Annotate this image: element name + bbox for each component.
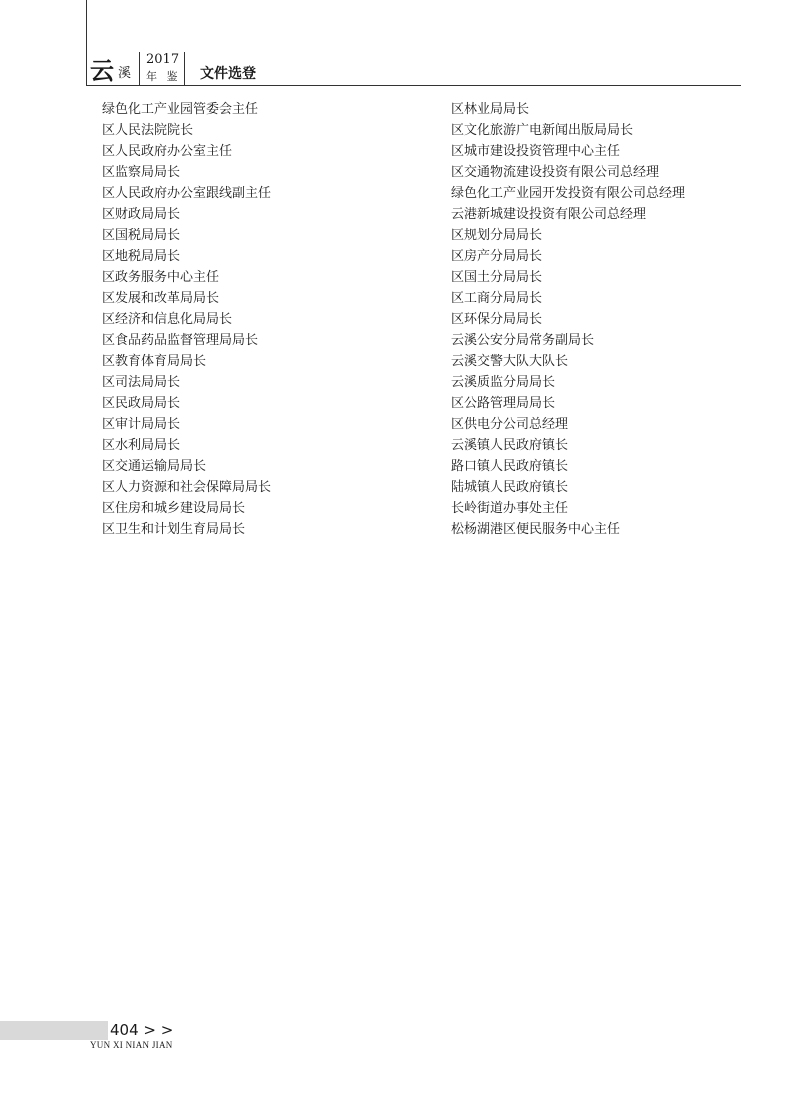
footer-bar <box>0 1021 108 1040</box>
header-divider <box>139 52 140 85</box>
header-horizontal-rule <box>86 85 741 86</box>
list-item: 松杨湖港区便民服务中心主任 <box>451 522 621 537</box>
list-item: 长岭街道办事处主任 <box>451 501 569 516</box>
header-year: 2017 <box>146 52 180 67</box>
list-item: 区财政局局长 <box>102 207 181 222</box>
list-item: 区食品药品监督管理局局长 <box>102 333 259 348</box>
list-item: 区人力资源和社会保障局局长 <box>102 480 272 495</box>
list-item: 区教育体育局局长 <box>102 354 207 369</box>
list-item: 区环保分局局长 <box>451 312 543 327</box>
header-xi-char: 溪 <box>118 66 132 81</box>
list-item: 区卫生和计划生育局局长 <box>102 522 246 537</box>
list-item: 区规划分局局长 <box>451 228 543 243</box>
list-item: 区工商分局局长 <box>451 291 543 306</box>
list-item: 区水利局局长 <box>102 438 181 453</box>
list-item: 区林业局局长 <box>451 102 530 117</box>
list-item: 区人民政府办公室主任 <box>102 144 233 159</box>
list-item: 区国税局局长 <box>102 228 181 243</box>
list-item: 区城市建设投资管理中心主任 <box>451 144 621 159</box>
list-item: 区交通物流建设投资有限公司总经理 <box>451 165 660 180</box>
header-divider <box>184 52 185 85</box>
list-item: 陆城镇人民政府镇长 <box>451 480 569 495</box>
list-item: 绿色化工产业园管委会主任 <box>102 102 259 117</box>
list-item: 区地税局局长 <box>102 249 181 264</box>
list-item: 区住房和城乡建设局局长 <box>102 501 246 516</box>
footer-subtitle: YUN XI NIAN JIAN <box>90 1040 173 1050</box>
list-item: 区审计局局长 <box>102 417 181 432</box>
list-item: 区政务服务中心主任 <box>102 270 220 285</box>
header-yun-char: 云 <box>90 56 114 85</box>
position-list-right <box>451 99 685 540</box>
list-item: 区人民政府办公室跟线副主任 <box>102 186 272 201</box>
page-number: 404 > > <box>110 1021 174 1039</box>
list-item: 区供电分公司总经理 <box>451 417 569 432</box>
list-item: 区发展和改革局局长 <box>102 291 220 306</box>
list-item: 区司法局局长 <box>102 375 181 390</box>
list-item: 区公路管理局局长 <box>451 396 556 411</box>
list-item: 区房产分局局长 <box>451 249 543 264</box>
list-item: 云溪交警大队大队长 <box>451 354 569 369</box>
list-item: 区监察局局长 <box>102 165 181 180</box>
position-list-left <box>102 99 271 540</box>
list-item: 区人民法院院长 <box>102 123 194 138</box>
list-item: 云溪公安分局常务副局长 <box>451 333 595 348</box>
section-title: 文件选登 <box>200 66 256 82</box>
list-item: 区民政局局长 <box>102 396 181 411</box>
list-item: 区文化旅游广电新闻出版局局长 <box>451 123 634 138</box>
list-item: 路口镇人民政府镇长 <box>451 459 569 474</box>
header-nianjian: 年 鉴 <box>146 70 181 83</box>
list-item: 云溪质监分局局长 <box>451 375 556 390</box>
list-item: 云溪镇人民政府镇长 <box>451 438 569 453</box>
list-item: 绿色化工产业园开发投资有限公司总经理 <box>451 186 686 201</box>
list-item: 区国土分局局长 <box>451 270 543 285</box>
list-item: 云港新城建设投资有限公司总经理 <box>451 207 647 222</box>
header-vertical-rule <box>86 0 87 85</box>
list-item: 区经济和信息化局局长 <box>102 312 233 327</box>
list-item: 区交通运输局局长 <box>102 459 207 474</box>
